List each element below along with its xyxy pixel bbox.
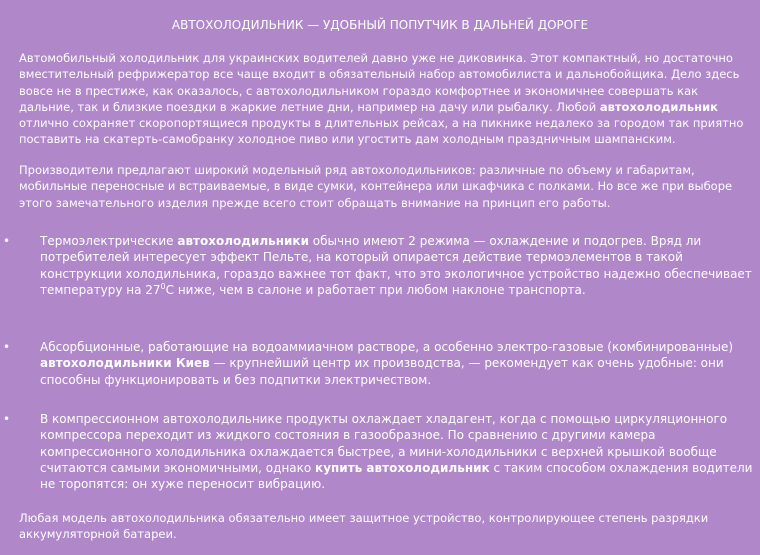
bullet-icon: • — [3, 234, 11, 248]
list-item-text — [40, 233, 754, 298]
bullet-icon: • — [3, 412, 11, 426]
text-segment: C ниже, чем в салоне и работает при любом наклоне транспорта. — [165, 282, 586, 297]
keyword: купить автохолодильник — [315, 460, 490, 475]
manufacturers-paragraph: Производители предлагают широкий модельный ряд автохолодильников: различные по объему и габаритам, мобильные переносные и встраиваемые, в виде сумки, контейнера или шкафчика с полками. Но все же при выборе этого замечательного изделия прежде всего стоит обращать внимание на принцип его работы. — [19, 163, 733, 210]
keyword: автохолодильники — [177, 234, 309, 248]
text-segment: В компрессионном автохолодильнике продукты охлаждает хладагент, когда с помощью циркуляционного компрессора переходит из жидкого состояния в газообразное. По сравнению с другими камера компрессионного холодильника охлаждается быстрее, а мини-холодильники с верхней крышкой вообще считаются самыми экономичными, однако — [40, 412, 728, 475]
intro-keyword-link: автохолодильник — [599, 99, 718, 114]
text-segment: Термоэлектрические — [40, 234, 178, 248]
text-segment: Абсорбционные, работающие на водоаммиачном растворе, а особенно электро-газовые (комбинированные) — [40, 340, 734, 354]
keyword: автохолодильники Киев — [40, 356, 210, 371]
text-segment: с таким способом охлаждения водители не торопятся: он хуже переносит вибрацию. — [40, 460, 753, 492]
closing-paragraph: Любая модель автохолодильника обязательно имеет защитное устройство, контролирующее степень разрядки аккумуляторной батареи. — [19, 511, 709, 542]
intro-paragraph — [19, 50, 754, 148]
article-title: АВТОХОЛОДИЛЬНИК — УДОБНЫЙ ПОПУТЧИК В ДАЛЬНЕЙ ДОРОГЕ — [171, 18, 589, 32]
list-item-text — [40, 411, 754, 492]
intro-text-end: отлично сохраняет скоропортящиеся продукты в длительных рейсах, а на пикнике недалеко за городом так приятно поставить на скатерть-самобранку холодное пиво или угостить дам холодным праздничным шампанским. — [19, 116, 744, 147]
text-segment: обычно имеют 2 режима — охлаждение и подогрев. Вряд ли потребителей интересует эффект Пельте, на который опирается действие термоэлементов в такой конструкции холодильника, гораздо важнее тот факт, что это экологичное устройство надежно обеспечивает температуру на 27 — [40, 234, 752, 297]
intro-text-start: Автомобильный холодильник для украинских водителей давно уже не диковинка. Этот компактный, но достаточно вместительный рефрижератор все чаще входит в обязательный набор автомобилиста и дальнобойщика. Дело здесь вовсе не в престиже, как оказалось, с автохолодильником гораздо комфортнее и экономичнее совершать как дальние, так и близкие поездки в жаркие летние дни, например на дачу или рыбалку. Любой — [19, 51, 740, 114]
degree-superscript: 0 — [160, 281, 166, 291]
bullet-icon: • — [3, 340, 11, 354]
list-item-text — [40, 339, 754, 388]
text-segment: — крупнейший центр их производства, — рекомендует как очень удобные: они способны функционировать и без подпитки электричеством. — [40, 356, 724, 387]
